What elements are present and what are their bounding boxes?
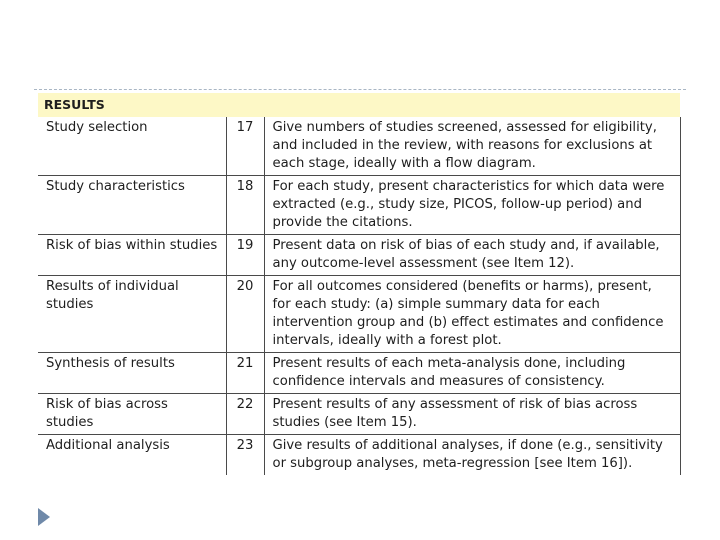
item-description: Give numbers of studies screened, assessed for eligibility, and included in the review, with reasons for exclusions at each stage, ideally with a flow diagram.: [264, 117, 680, 176]
table-row: [38, 353, 680, 394]
results-checklist-table: [38, 93, 680, 475]
item-description: Give results of additional analyses, if done (e.g., sensitivity or subgroup analyses, meta-regression [see Item 16]).: [264, 435, 680, 476]
table-row: [38, 435, 680, 476]
item-topic: Risk of bias across studies: [38, 394, 226, 435]
item-description: For each study, present characteristics for which data were extracted (e.g., study size, PICOS, follow-up period) and provide the citations.: [264, 176, 680, 235]
item-description: Present results of each meta-analysis done, including confidence intervals and measures of consistency.: [264, 353, 680, 394]
table-row: [38, 176, 680, 235]
item-number: 21: [226, 353, 264, 394]
section-header-row: [38, 93, 680, 117]
item-topic: Results of individual studies: [38, 276, 226, 353]
item-number: 22: [226, 394, 264, 435]
item-number: 19: [226, 235, 264, 276]
item-topic: Additional analysis: [38, 435, 226, 476]
item-number: 17: [226, 117, 264, 176]
item-description: For all outcomes considered (benefits or harms), present, for each study: (a) simple summary data for each intervention group and (b) effect estimates and confidence intervals, ideally with a forest plot.: [264, 276, 680, 353]
item-topic: Study characteristics: [38, 176, 226, 235]
section-title: RESULTS: [38, 93, 680, 117]
item-topic: Study selection: [38, 117, 226, 176]
table-row: [38, 276, 680, 353]
slide-top-divider: [34, 89, 686, 90]
item-number: 23: [226, 435, 264, 476]
table-row: [38, 394, 680, 435]
table-row: [38, 235, 680, 276]
item-description: Present results of any assessment of risk of bias across studies (see Item 15).: [264, 394, 680, 435]
item-number: 20: [226, 276, 264, 353]
table-row: [38, 117, 680, 176]
item-description: Present data on risk of bias of each study and, if available, any outcome-level assessment (see Item 12).: [264, 235, 680, 276]
slide-bullet-arrow-icon: [38, 508, 50, 526]
item-number: 18: [226, 176, 264, 235]
item-topic: Synthesis of results: [38, 353, 226, 394]
item-topic: Risk of bias within studies: [38, 235, 226, 276]
